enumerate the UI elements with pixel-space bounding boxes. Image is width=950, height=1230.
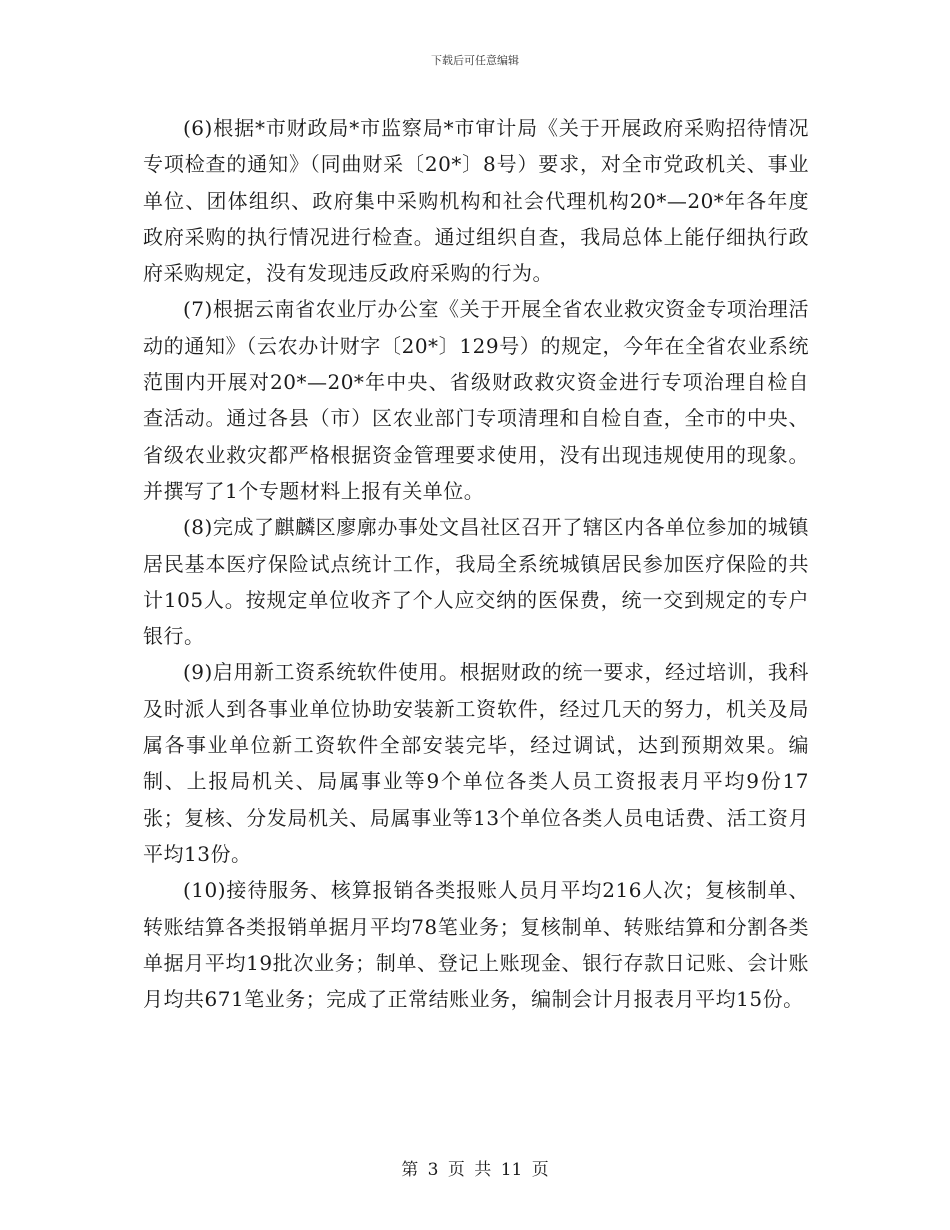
- page-footer: 第 3 页 共 11 页: [401, 1160, 549, 1180]
- paragraph-10: (10)接待服务、核算报销各类报账人员月平均216人次；复核制单、转账结算各类报销单据月平均78笔业务；复核制单、转账结算和分割各类单据月平均19批次业务；制单、登记上账现金、银行存款日记账、会计账月均共671笔业务；完成了正常结账业务，编制会计月报表月平均15份。: [143, 878, 809, 1012]
- paragraph-6: (6)根据*市财政局*市监察局*市审计局《关于开展政府采购招待情况专项检查的通知》（同曲财采〔20*〕8号）要求，对全市党政机关、事业单位、团体组织、政府集中采购机构和社会代理机构20*—20*年各年度政府采购的执行情况进行检查。通过组织自查，我局总体上能仔细执行政府采购规定，没有发现违反政府采购的行为。: [143, 116, 809, 286]
- paragraph-7: (7)根据云南省农业厅办公室《关于开展全省农业救灾资金专项治理活动的通知》（云农办计财字〔20*〕129号）的规定，今年在全省农业系统范围内开展对20*—20*年中央、省级财政救灾资金进行专项治理自检自查活动。通过各县（市）区农业部门专项清理和自检自查，全市的中央、省级农业救灾都严格根据资金管理要求使用，没有出现违规使用的现象。并撰写了1个专题材料上报有关单位。: [143, 297, 809, 503]
- page-header: 下载后可任意编辑: [431, 54, 519, 67]
- paragraph-8: (8)完成了麒麟区廖廓办事处文昌社区召开了辖区内各单位参加的城镇居民基本医疗保险试点统计工作，我局全系统城镇居民参加医疗保险的共计105人。按规定单位收齐了个人应交纳的医保费，统一交到规定的专户银行。: [143, 515, 809, 649]
- paragraph-9: (9)启用新工资系统软件使用。根据财政的统一要求，经过培训，我科及时派人到各事业单位协助安装新工资软件，经过几天的努力，机关及局属各事业单位新工资软件全部安装完毕，经过调试，达到预期效果。编制、上报局机关、局属事业等9个单位各类人员工资报表月平均9份17张；复核、分发局机关、局属事业等13个单位各类人员电话费、活工资月平均13份。: [143, 660, 809, 866]
- document-body: [143, 110, 809, 1017]
